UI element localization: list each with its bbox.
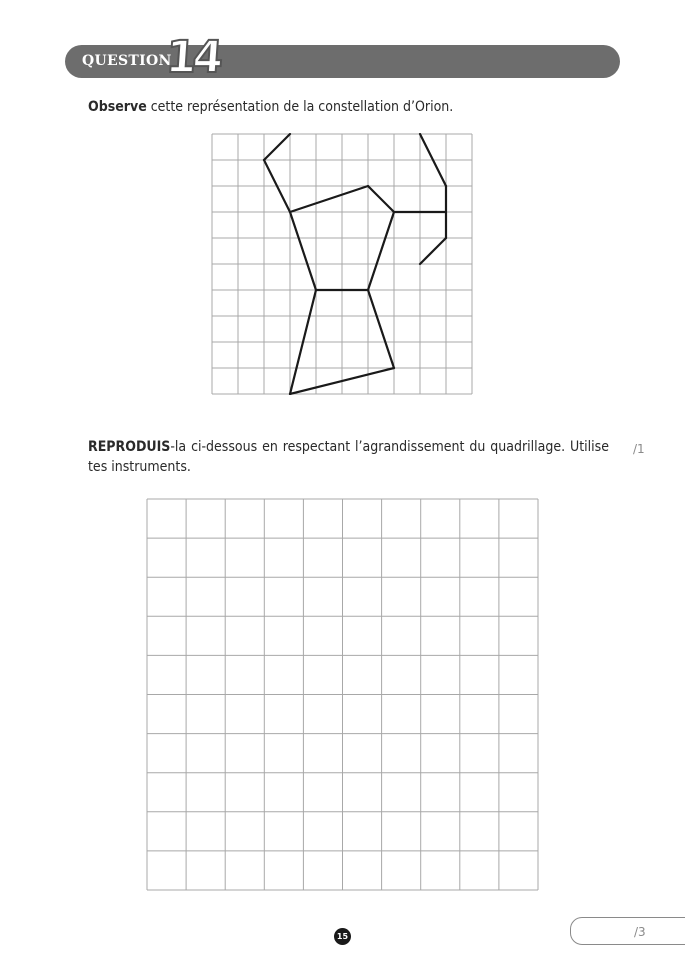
constellation-segment [264,134,290,160]
constellation-segment [368,290,394,368]
instruction-observe-verb: Observe [88,99,147,115]
instruction-reproduce [88,437,609,477]
constellation-segment [290,212,316,290]
total-score: /3 [634,925,646,939]
reproduction-grid[interactable] [146,498,539,891]
instruction-reproduce-text: -la ci-dessous en respectant l’agrandissement du quadrillage. Utilise tes instruments. [88,439,609,475]
constellation-segment [420,238,446,264]
constellation-segment [368,212,394,290]
question-label: QUESTION [82,53,172,69]
page-number: 15 [334,928,351,945]
instruction-observe-text: cette représentation de la constellation d’Orion. [146,99,454,115]
constellation-segment [368,186,394,212]
question-number: 14 [164,32,222,83]
total-score-box [570,917,685,945]
orion-small-grid [211,133,473,395]
instruction-observe [88,99,453,115]
item-score: /1 [633,442,645,456]
constellation-segment [290,186,368,212]
instruction-reproduce-verb: REPRODUIS [88,439,171,455]
